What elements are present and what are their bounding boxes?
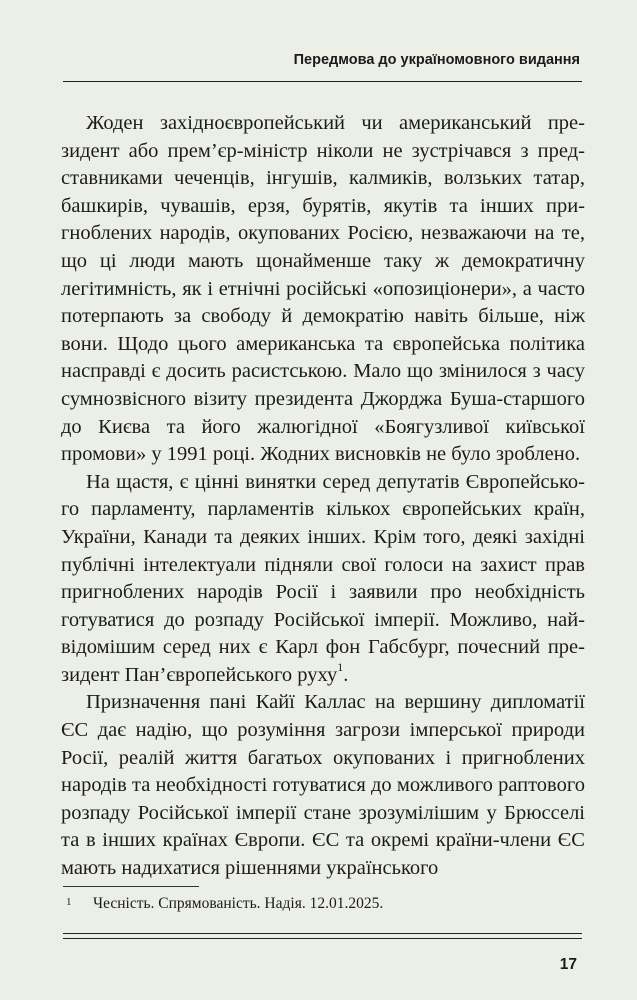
paragraph-1-text: Жоден західноєвропейський чи американський президент або прем’єр-міністр ніколи не зустрічався з представниками чеченців, інгушів, калмиків, волзьких татар, башкирів, чувашів, ерзя, бурятів, якутів та інших пригноблених народів, окупованих Росією, незважаючи на те, що ці люди мають щонайменше таку ж демократичну легітимність, як і етнічні російські «опозиціонери», а часто потерпають за свободу й демократію навіть більше, ніж вони. Щодо цього американська та європейська політика насправді є досить расистською. Мало що змінилося з часу сумнозвісного візиту президента Джорджа Буша-старшого до Києва та його жалюгідної «Боягузливої київської промови» у 1991 році. Жодних висновків не було зроблено. <box>61 112 585 466</box>
footer-rule-bottom <box>63 938 582 939</box>
paragraph-2: На щастя, є цінні винятки серед депутатів Європейського парламенту, парламентів кількох європейських країн, України, Канади та деяких інших. Крім того, деякі західні публічні інтелектуали підняли свої голоси на захист прав пригноблених народів Росії і заявили про необхідність готуватися до розпаду Російської імперії. Можливо, найвідомішим серед них є Карл фон Габсбург, почесний президент Пан’європейського руху$^1$. <box>61 470 585 686</box>
footnote <box>66 895 383 913</box>
body-text <box>61 110 585 883</box>
paragraph-2-text: На щастя, є цінні винятки серед депутатів Європейського парламенту, парламентів кількох європейських країн, України, Канади та деяких інших. Крім того, деякі західні публічні інтелектуали підняли свої голоси на захист прав пригноблених народів Росії і заявили про необхідність готуватися до розпаду Російської імперії. Можливо, найвідомішим серед них є Карл фон Габсбург, почесний президент Пан’європейського руху <box>61 470 585 686</box>
page-number: 17 <box>559 956 577 973</box>
footer-rule-top <box>63 933 582 934</box>
footnote-reference[interactable]: 1 <box>337 660 344 675</box>
paragraph-3 <box>61 689 585 882</box>
paragraph-1 <box>61 110 585 469</box>
footnote-text: Чесність. Спрямованість. Надія. 12.01.2025. <box>93 895 384 912</box>
footnote-number: 1 <box>66 896 72 908</box>
paragraph-3-text: Призначення пані Кайї Каллас на вершину дипломатії ЄС дає надію, що розуміння загрози імперської природи Росії, реалій життя багатьох окупованих і пригноблених народів та необхідності готуватися до можливого раптового розпаду Російської імперії стане зрозумілішим у Брюсселі та в інших країнах Європи. ЄС та окремі країни-члени ЄС мають надихатися рішеннями українського <box>61 691 585 880</box>
footnote-separator <box>63 886 199 887</box>
running-head: Передмова до україномовного видання <box>293 52 580 68</box>
header-rule <box>63 81 582 82</box>
